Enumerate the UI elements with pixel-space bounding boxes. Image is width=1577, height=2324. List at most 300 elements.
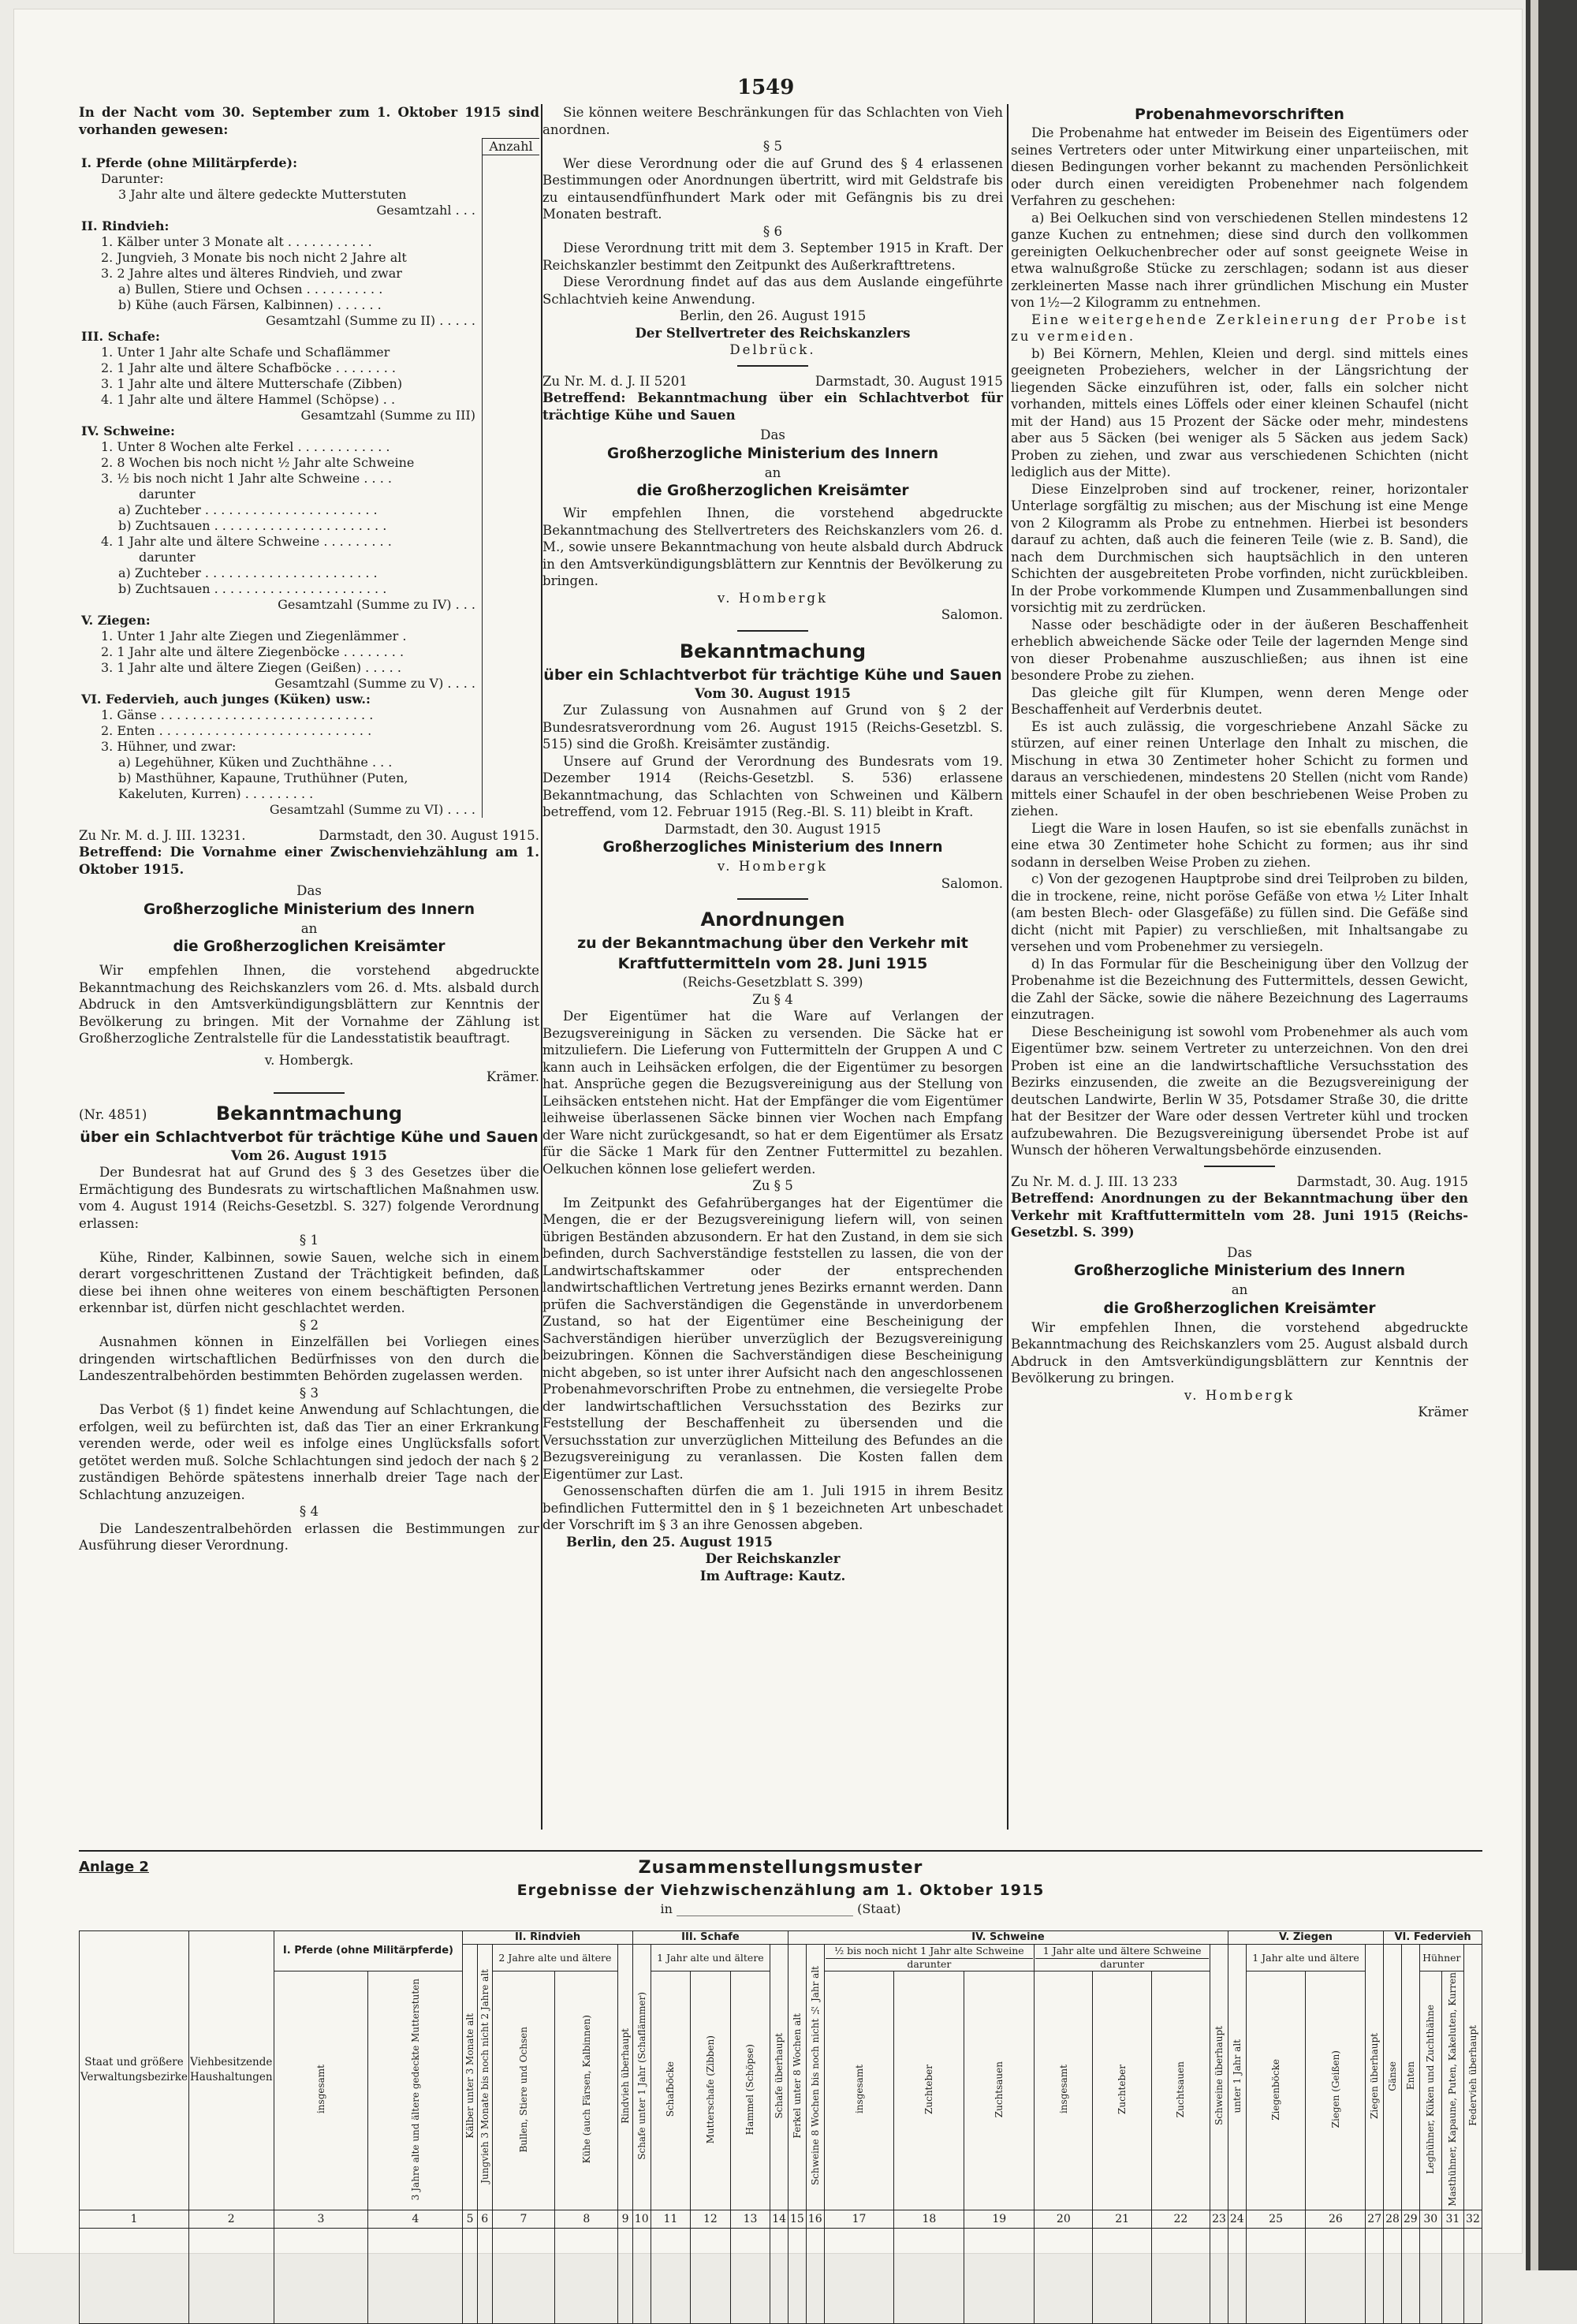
census-count-cell — [483, 329, 540, 345]
census-row — [79, 534, 539, 550]
census-count-cell — [483, 282, 540, 297]
table-cell — [188, 2228, 274, 2323]
subgroup-label: ½ bis noch nicht 1 Jahr alte Schweine — [834, 1945, 1024, 1957]
column-number: 4 — [368, 2210, 463, 2228]
census-row — [79, 707, 539, 723]
census-row — [79, 423, 539, 439]
table-header-cell: Masthühner, Kapaune, Puten, Kakeluten, Kurren — [1441, 1971, 1463, 2210]
body-paragraph: Im Zeitpunkt des Gefahrüberganges hat der Eigentümer die Mengen, die er der Bezugsvereinigung liefern will, von seinen übrigen Beständen abzusondern. Er hat den Zustand, in dem sie sich befinden, durch Sachverständige feststellen zu lassen, die von der Landwirtschaftskammer oder der entsprechenden landwirtschaftlichen Vertretung jenes Bezirks ernannt werden. Dann prüfen die Sachverständigen die Gegenstände in unverdorbenem Zustand, so hat der Eigentümer eine Bescheinigung der Sachverständigen hierüber unverzüglich der Bezugsvereinigung beizubringen. Können die Sachverständigen diese Bescheinigung nicht abgeben, so ist unter ihrer Aufsicht nach den angeschlossenen Probenahmevorschriften Probe zu entnehmen, die versiegelte Probe der landwirtschaftlichen Versuchsstation des Bezirks zur Feststellung der Beschaffenheit zu übersenden und die Versuchsstation zur unverzüglichen Mitteilung des Befundes an die Bezugsvereinigung zu veranlassen. Die Kosten fallen dem Eigentümer zur Last. — [542, 1195, 1003, 1482]
table-header-cell: insgesamt — [274, 1971, 368, 2210]
census-row-label: a) Legehühner, Küken und Zuchthähne . . . — [118, 754, 393, 770]
signature: Salomon. — [941, 607, 1003, 622]
page-number: 1549 — [737, 76, 795, 99]
table-header-cell: Ziegenböcke — [1246, 1971, 1306, 2210]
separator-rule — [274, 1092, 345, 1094]
table-cell — [463, 2228, 478, 2323]
table-group-header: VI. Federvieh — [1384, 1931, 1482, 1945]
body-paragraph: Diese Einzelproben sind auf trockener, reiner, horizontaler Unterlage sorgfältig zu mischen; aus der Mischung ist eine Menge von 2 Kilogramm als Probe zu entnehmen. Hierbei ist besonders darauf zu achten, daß auch die feineren Teile (wie z. B. Sand), die nach dem Durchmischen sich hauptsächlich in den unteren Schichten der ausgebreiteten Probe vorfinden, nicht zurückbleiben. In der Probe vorkommende Klumpen und Zusammenballungen sind vorsichtig mit zu zerdrücken. — [1011, 481, 1468, 615]
column-number: 17 — [824, 2210, 894, 2228]
census-row — [79, 676, 539, 692]
census-row — [79, 234, 539, 250]
signatory-title: Der Stellvertreter des Reichskanzlers — [635, 324, 911, 341]
column-number: 31 — [1441, 2210, 1463, 2228]
census-row-label: 3. 2 Jahre altes und älteres Rindvieh, und zwar — [101, 265, 402, 281]
table-cell — [555, 2228, 618, 2323]
table-group-header: II. Rindvieh — [463, 1931, 633, 1945]
table-header-cell: Hammel (Schöpse) — [730, 1971, 770, 2210]
body-paragraph: Ausnahmen können in Einzelfällen bei Vorliegen eines dringenden wirtschaftlichen Bedürfnisses von den durch die Landeszentralbehörden bestimmten Behörden zugelassen werden. — [79, 1334, 539, 1383]
table-cell — [824, 2228, 894, 2323]
an-line: an — [764, 464, 781, 480]
census-row — [79, 487, 539, 502]
census-count-cell — [483, 203, 540, 218]
census-row-label: darunter — [139, 486, 196, 502]
table-cell — [806, 2228, 824, 2323]
census-row-label: 3. ½ bis noch nicht 1 Jahr alte Schweine . . . . — [101, 470, 392, 486]
census-row-label: II. Rindvieh: — [81, 218, 170, 233]
ministry-heading: Großherzogliche Ministerium des Innern — [606, 445, 939, 462]
signature: Im Auftrage: Kautz. — [699, 1567, 846, 1584]
annex-heading — [79, 1856, 1482, 1918]
column-number: 9 — [618, 2210, 633, 2228]
table-subgroup-header — [1035, 1945, 1210, 1971]
body-paragraph: Wir empfehlen Ihnen, die vorstehend abgedruckte Bekanntmachung des Reichskanzlers vom 26. d. Mts. alsbald durch Abdruck in den Amtsverkündigungsblättern zur Kenntnis der Bevölkerung zu bringen. Mit der Vornahme der Zählung ist Großherzogliche Zentralstelle für die Landesstatistik beauftragt. — [79, 963, 539, 1046]
census-row — [79, 581, 539, 597]
table-group-header: I. Pferde (ohne Militärpferde) — [274, 1931, 463, 1971]
census-count-cell — [483, 171, 540, 187]
census-count-cell — [483, 802, 540, 818]
column-number: 7 — [492, 2210, 555, 2228]
signature: Salomon. — [941, 875, 1003, 891]
body-paragraph: Wer diese Verordnung oder die auf Grund des § 4 erlassenen Bestimmungen oder Anordnungen übertritt, wird mit Geldstrafe bis zu eintausendfünfhundert Mark oder mit Gefängnis bis zu drei Monaten bestraft. — [542, 155, 1003, 222]
body-paragraph: Zur Zulassung von Ausnahmen auf Grund von § 2 der Bundesratsverordnung vom 26. August 1915 (Reichs-Gesetzbl. S. 515) sind die Großh. Kreisämter zuständig. — [542, 703, 1003, 752]
reference-number: Zu Nr. M. d. J. II 5201 — [542, 373, 688, 389]
an-line: an — [300, 920, 318, 936]
census-row — [79, 329, 539, 345]
census-row — [79, 282, 539, 297]
table-cell — [492, 2228, 555, 2323]
census-count-cell — [483, 597, 540, 613]
census-count-cell — [483, 518, 540, 534]
census-row — [79, 597, 539, 613]
table-header-cell: Kühe (auch Färsen, Kalbinnen) — [555, 1971, 618, 2210]
scan-edge-strip — [1530, 0, 1538, 2270]
place-date: Berlin, den 26. August 1915 — [679, 308, 867, 323]
column-number: 13 — [730, 2210, 770, 2228]
column-number: 24 — [1228, 2210, 1246, 2228]
table-cell — [1035, 2228, 1093, 2323]
column-number: 27 — [1366, 2210, 1384, 2228]
table-subgroup-header — [824, 1945, 1035, 1971]
signature: Krämer. — [486, 1069, 539, 1084]
annex-state-line: in ____________________________ (Staat) — [660, 1901, 901, 1916]
reference-line — [1011, 1173, 1468, 1191]
census-row — [79, 203, 539, 218]
table-header-cell: Rindvieh überhaupt — [618, 1945, 633, 2210]
census-row — [79, 250, 539, 266]
table-header-cell: Enten — [1401, 1945, 1419, 2210]
census-count-cell — [483, 423, 540, 439]
census-count-cell — [483, 345, 540, 360]
table-header-cell: insgesamt — [1035, 1971, 1093, 2210]
signature: v. Hombergk. — [264, 1052, 354, 1068]
census-count-cell — [483, 376, 540, 392]
census-count-cell — [483, 644, 540, 660]
census-row-label: V. Ziegen: — [81, 612, 151, 628]
column-number: 8 — [555, 2210, 618, 2228]
table-subgroup-header: 1 Jahr alte und ältere — [1246, 1945, 1366, 1971]
census-row — [79, 644, 539, 660]
das-line: Das — [760, 427, 785, 442]
signature: Delbrück. — [729, 342, 816, 357]
body-paragraph: a) Bei Oelkuchen sind von verschiedenen Stellen mindestens 12 ganze Kuchen zu entnehmen; diese sind durch den vollkommen gereinigten Oelkuchenbrecher oder auf sonst geeignete Weise in etwa walnußgroße Stücke zu zerschlagen; sodann ist aus dieser zerkleinerten Masse nach ihrer gründlichen Mischung ein Muster von 1½—2 Kilogramm zu entnehmen. — [1011, 210, 1468, 310]
table-header-cell: Ziegen überhaupt — [1366, 1945, 1384, 2210]
census-count-cell — [483, 534, 540, 550]
column-number: 29 — [1401, 2210, 1419, 2228]
census-row — [79, 660, 539, 676]
column-number: 5 — [463, 2210, 478, 2228]
census-row — [79, 408, 539, 423]
sampling-title: Probenahmevorschriften — [1135, 106, 1344, 123]
column-number: 11 — [651, 2210, 691, 2228]
place-date: Darmstadt, den 30. August 1915 — [664, 821, 882, 837]
table-header-cell: Schafböcke — [651, 1971, 691, 2210]
body-paragraph: Kühe, Rinder, Kalbinnen, sowie Sauen, welche sich in einem derart vorgeschrittenen Zustand der Trächtigkeit befinden, daß diese bei ihnen ohne weiteres von einem beschäftigten Personen erkennbar ist, dürfen nicht geschlachtet werden. — [79, 1249, 539, 1315]
table-header-cell: Leghühner, Küken und Zuchthähne — [1419, 1971, 1441, 2210]
census-count-cell — [483, 723, 540, 739]
census-row — [79, 518, 539, 534]
table-cell — [1401, 2228, 1419, 2323]
body-paragraph: Der Eigentümer hat die Ware auf Verlangen der Bezugsvereinigung in Säcken zu versenden. Die Säcke hat er mitzuliefern. Die Lieferung von Futtermitteln der Gruppen A und C kann auch in Leihsäcken erfolgen, die der Eigentümer zu besorgen hat. Ansprüche gegen die Bezugsvereinigung aus der Stellung von Leihsäcken entstehen nicht. Hat der Empfänger die vom Eigentümer leihweise überlassenen Säcke binnen vier Wochen nach Empfang der Ware nicht zurückgesandt, so hat er dem Eigentümer als Ersatz für die Säcke 1 Mark für den Zentner Futtermittel zu bezahlen. Oelkuchen können lose geliefert werden. — [542, 1009, 1003, 1177]
census-row — [79, 550, 539, 565]
column-3 — [1011, 104, 1468, 1421]
table-header-cell: Ziegen (Geißen) — [1306, 1971, 1366, 2210]
ministry-heading: Großherzogliche Ministerium des Innern — [143, 901, 475, 918]
table-cell — [1419, 2228, 1441, 2323]
das-line: Das — [1227, 1244, 1252, 1260]
table-header-cell: Mutterschafe (Zibben) — [691, 1971, 731, 2210]
census-count-cell — [483, 360, 540, 376]
notice-date: Vom 30. August 1915 — [695, 685, 851, 701]
body-paragraph: Der Bundesrat hat auf Grund des § 3 des Gesetzes über die Ermächtigung des Bundesrats zu wirtschaftlichen Maßnahmen usw. vom 4. August 1914 (Reichs-Gesetzbl. S. 327) folgende Verordnung erlassen: — [79, 1165, 539, 1231]
notice-title: Bekanntmachung — [679, 640, 867, 662]
census-row-label: Gesamtzahl . . . — [376, 202, 475, 218]
paragraph-sign: § 6 — [762, 223, 783, 239]
census-count-cell — [483, 471, 540, 487]
column-number: 18 — [894, 2210, 964, 2228]
body-paragraph: Es ist auch zulässig, die vorgeschriebene Anzahl Säcke zu stürzen, auf einer reinen Unterlage den Inhalt zu mischen, die Mischung in etwa 30 Zentimeter hoher Schicht zu formen und daraus an verschiedenen, mindestens 20 Stellen (nicht vom Rande) mittels einer Schaufel in der oben beschriebenen Weise Proben zu ziehen. — [1011, 718, 1468, 819]
table-header-cell: Bullen, Stiere und Ochsen — [492, 1971, 555, 2210]
signature: Krämer — [1418, 1404, 1468, 1419]
notice-number: (Nr. 4851) — [79, 1106, 147, 1122]
census-count-cell — [483, 187, 540, 203]
table-cell — [1151, 2228, 1210, 2323]
separator-rule — [737, 898, 808, 900]
census-count-cell — [483, 439, 540, 455]
table-cell — [1246, 2228, 1306, 2323]
column-number: 3 — [274, 2210, 368, 2228]
census-list — [79, 138, 539, 818]
census-col-head: Anzahl — [483, 139, 540, 155]
census-row — [79, 313, 539, 329]
table-header-cell: Viehbesitzende Haushaltungen — [188, 1931, 274, 2210]
table-cell — [632, 2228, 651, 2323]
census-row-label: 2. 1 Jahr alte und ältere Schafböcke . . . . . . . . — [101, 360, 397, 375]
table-header-cell: 3 Jahre alte und ältere gedeckte Mutterstuten — [368, 1971, 463, 2210]
body-paragraph: Eine weitergehende Zerkleinerung der Probe ist zu vermeiden. — [1011, 311, 1468, 344]
census-row — [79, 376, 539, 392]
body-paragraph: Diese Bescheinigung ist sowohl vom Probenehmer als auch vom Eigentümer bzw. seinem Vertreter zu unterzeichnen. Von den drei Proben ist eine an die landwirtschaftliche Versuchsstation des Bezirks einzusenden, die zweite an die Bezugsvereinigung der deutschen Landwirte, Berlin W 35, Potsdamer Straße 30, die dritte hat der Besitzer der Ware oder dessen Vertreter kühl und trocken aufzubewahren. Die Bezugsvereinigung übersendet Probe ist auf Wunsch der höheren Verwaltungsbehörde einzusenden. — [1011, 1024, 1468, 1158]
order-subtitle: zu der Bekanntmachung über den Verkehr mit Kraftfuttermitteln vom 28. Juni 1915 — [577, 934, 968, 972]
census-row — [79, 187, 539, 203]
subject-line: Betreffend: Anordnungen zu der Bekanntmachung über den Verkehr mit Kraftfuttermitteln vom 28. Juni 1915 (Reichs-Gesetzbl. S. 399) — [1011, 1190, 1468, 1240]
census-count-cell — [483, 676, 540, 692]
paragraph-sign: § 1 — [299, 1233, 319, 1248]
column-number: 10 — [632, 2210, 651, 2228]
table-header-cell: Zuchteber — [894, 1971, 964, 2210]
subject-line: Betreffend: Die Vornahme einer Zwischenviehzählung am 1. Oktober 1915. — [79, 844, 539, 877]
body-paragraph: Das Verbot (§ 1) findet keine Anwendung auf Schlachtungen, die erfolgen, weil zu befürchten ist, daß das Tier an einer Erkrankung verenden werde, oder weil es infolge eines Unglücksfalls sofort getötet werden muß. Solche Schlachtungen sind jedoch der nach § 2 zuständigen Behörde spätestens innerhalb dreier Tage nach der Schlachtung anzuzeigen. — [79, 1402, 539, 1502]
census-row-label: darunter — [139, 549, 196, 565]
table-cell — [964, 2228, 1035, 2323]
notice-subtitle: über ein Schlachtverbot für trächtige Kühe und Sauen — [543, 666, 1002, 684]
annex-subtitle: Ergebnisse der Viehzwischenzählung am 1. Oktober 1915 — [516, 1882, 1045, 1899]
reference-number: Zu Nr. M. d. J. III. 13231. — [79, 827, 246, 843]
census-row — [79, 739, 539, 755]
census-row — [79, 266, 539, 282]
column-number: 28 — [1384, 2210, 1402, 2228]
body-paragraph: Diese Verordnung findet auf das aus dem Auslande eingeführte Schlachtvieh keine Anwendung. — [542, 274, 1003, 307]
column-1 — [79, 104, 539, 1554]
census-row-label: 4. 1 Jahr alte und ältere Schweine . . . . . . . . . — [101, 533, 392, 549]
body-paragraph: Genossenschaften dürfen die am 1. Juli 1915 in ihrem Besitz befindlichen Futtermittel den in § 1 bezeichneten Art unbeschadet der Vorschrift im § 3 an ihre Genossen abgeben. — [542, 1483, 1003, 1532]
census-count-cell — [483, 155, 540, 171]
census-header-row — [79, 139, 539, 155]
census-row-label: 1. Gänse . . . . . . . . . . . . . . . . . . . . . . . . . . . — [101, 707, 374, 722]
table-cell — [618, 2228, 633, 2323]
census-count-cell — [483, 408, 540, 423]
table-cell — [1366, 2228, 1384, 2323]
body-paragraph: Das gleiche gilt für Klumpen, wenn deren Menge oder Beschaffenheit auf Verderbnis deutet. — [1011, 685, 1468, 717]
notice-date: Vom 26. August 1915 — [231, 1147, 387, 1163]
census-row-label: Gesamtzahl (Summe zu II) . . . . . — [265, 312, 475, 328]
census-row — [79, 218, 539, 234]
census-row — [79, 692, 539, 707]
recipient-heading: die Großherzoglichen Kreisämter — [173, 938, 446, 955]
body-paragraph: Sie können weitere Beschränkungen für das Schlachten von Vieh anordnen. — [542, 105, 1003, 137]
table-cell — [1210, 2228, 1228, 2323]
census-count-cell — [483, 739, 540, 755]
census-row-label: 3 Jahr alte und ältere gedeckte Mutterstuten — [118, 186, 407, 202]
table-header-cell: Jungvieh 3 Monate bis noch nicht 2 Jahre alt — [477, 1945, 492, 2210]
table-header-cell: Schweine 8 Wochen bis noch nicht ½ Jahr alt — [806, 1945, 824, 2210]
table-header-cell: Ferkel unter 8 Wochen alt — [788, 1945, 807, 2210]
census-row — [79, 345, 539, 360]
table-cell — [1441, 2228, 1463, 2323]
column-number: 2 — [188, 2210, 274, 2228]
paragraph-sign: Zu § 4 — [752, 991, 793, 1007]
census-row-label: a) Zuchteber . . . . . . . . . . . . . . . . . . . . . . — [118, 502, 378, 517]
census-count-cell — [483, 613, 540, 629]
reference-date: Darmstadt, 30. Aug. 1915 — [1296, 1173, 1468, 1189]
subgroup-label: 1 Jahr alte und ältere Schweine — [1042, 1945, 1202, 1957]
signature: v. Hombergk — [717, 590, 829, 606]
census-row-label: 1. Unter 8 Wochen alte Ferkel . . . . . . . . . . . . — [101, 438, 390, 454]
table-subgroup-header: 2 Jahre alte und ältere — [492, 1945, 618, 1971]
body-paragraph: d) In das Formular für die Bescheinigung über den Vollzug der Probenahme ist die Bezeichnung des Futtermittels, dessen Gewicht, die Zahl der Säcke, sowie die nähere Bezeichnung des Lagerraums einzutragen. — [1011, 956, 1468, 1022]
census-row-label: 1. Kälber unter 3 Monate alt . . . . . . . . . . . — [101, 233, 372, 249]
census-row-label: b) Zuchtsauen . . . . . . . . . . . . . . . . . . . . . . — [118, 517, 387, 533]
table-cell — [1384, 2228, 1402, 2323]
census-row-label: 3. Hühner, und zwar: — [101, 738, 237, 754]
census-count-cell — [483, 313, 540, 329]
census-row-label: Gesamtzahl (Summe zu VI) . . . . — [269, 801, 475, 817]
ministry-heading: Großherzogliche Ministerium des Innern — [1073, 1263, 1406, 1279]
paragraph-sign: § 2 — [299, 1317, 319, 1333]
census-row-label: I. Pferde (ohne Militärpferde): — [81, 155, 297, 170]
body-paragraph: Nasse oder beschädigte oder in der äußeren Beschaffenheit erheblich abweichende Säcke oder Teile der lagernden Menge sind von dieser Probenahme auszuschließen; aus ihnen ist eine besondere Probe zu ziehen. — [1011, 617, 1468, 683]
signature: v. Hombergk — [717, 859, 829, 874]
table-cell — [691, 2228, 731, 2323]
table-row — [80, 2228, 1482, 2323]
column-number: 23 — [1210, 2210, 1228, 2228]
column-number: 16 — [806, 2210, 824, 2228]
census-count-cell — [483, 770, 540, 802]
body-paragraph: Die Landeszentralbehörden erlassen die Bestimmungen zur Ausführung dieser Verordnung. — [79, 1520, 539, 1553]
separator-rule — [1204, 1166, 1275, 1167]
census-row — [79, 755, 539, 770]
table-cell — [477, 2228, 492, 2323]
census-count-cell — [483, 550, 540, 565]
body-paragraph: Die Probenahme hat entweder im Beisein des Eigentümers oder seines Vertreters oder unter Mitwirkung einer unparteiischen, mit diesen Bedingungen vorher bekannt zu machenden Persönlichkeit oder durch einen vereidigten Probenehmer nach folgendem Verfahren zu geschehen: — [1011, 125, 1468, 208]
table-header-cell: Kälber unter 3 Monate alt — [463, 1945, 478, 2210]
notice-title: Bekanntmachung — [215, 1102, 403, 1125]
column-number: 26 — [1306, 2210, 1366, 2228]
paragraph-sign: § 5 — [762, 139, 783, 154]
census-count-cell — [483, 755, 540, 770]
census-row — [79, 360, 539, 376]
census-row — [79, 629, 539, 644]
census-row-label: 1. Unter 1 Jahr alte Ziegen und Ziegenlämmer . — [101, 628, 407, 643]
column-2 — [542, 104, 1003, 1584]
table-header-cell: unter 1 Jahr alt — [1228, 1945, 1246, 2210]
census-row — [79, 155, 539, 171]
ministry-heading: Großherzogliches Ministerium des Innern — [602, 839, 943, 856]
body-paragraph: b) Bei Körnern, Mehlen, Kleien und dergl. sind mittels eines geeigneten Probeziehers, welcher in der Längsrichtung der liegenden Säcke einzuführen ist, oder, falls ein solcher nicht vorhanden, mittels eines Löffels oder einer kleinen Schaufel (nicht mit der Hand) aus 15 Prozent der Säcke oder mehr, mindestens aber aus 5 Säcken (bei weniger als 5 Säcken aus jedem Sack) Proben zu ziehen, und zwar aus verschiedenen Schichten (nicht lediglich aus der Mitte). — [1011, 345, 1468, 479]
an-line: an — [1231, 1282, 1248, 1297]
column-number: 22 — [1151, 2210, 1210, 2228]
census-row — [79, 171, 539, 187]
column-number: 32 — [1463, 2210, 1482, 2228]
order-title: Anordnungen — [700, 908, 845, 931]
table-cell — [894, 2228, 964, 2323]
census-row-label: b) Masthühner, Kapaune, Truthühner (Puten, Kakeluten, Kurren) . . . . . . . . . — [118, 770, 408, 801]
recipient-heading: die Großherzoglichen Kreisämter — [636, 483, 909, 499]
census-row — [79, 770, 539, 802]
order-reference: (Reichs-Gesetzblatt S. 399) — [682, 975, 863, 990]
body-paragraph: Unsere auf Grund der Verordnung des Bundesrats vom 19. Dezember 1914 (Reichs-Gesetzbl. S. 536) erlassene Bekanntmachung, das Schlachten von Schweinen und Kälbern betreffend, vom 12. Februar 1915 (Reg.-Bl. S. 11) bleibt in Kraft. — [542, 753, 1003, 819]
census-row — [79, 565, 539, 581]
column-number: 12 — [691, 2210, 731, 2228]
recipient-heading: die Großherzoglichen Kreisämter — [1103, 1300, 1376, 1317]
column-number: 19 — [964, 2210, 1035, 2228]
table-header-cell: Schafe überhaupt — [770, 1945, 788, 2210]
column-number: 25 — [1246, 2210, 1306, 2228]
census-row-label: 3. 1 Jahr alte und ältere Ziegen (Geißen) . . . . . — [101, 659, 401, 675]
table-header-cell: Schafe unter 1 Jahr (Schaflämmer) — [632, 1945, 651, 2210]
subgroup-darunter: darunter — [1035, 1958, 1209, 1970]
census-count-cell — [483, 266, 540, 282]
table-subgroup-header: 1 Jahr alte und ältere — [651, 1945, 770, 1971]
census-row-label: a) Zuchteber . . . . . . . . . . . . . . . . . . . . . . — [118, 565, 378, 580]
census-row-label: III. Schafe: — [81, 328, 160, 344]
census-row — [79, 802, 539, 818]
reference-line — [79, 827, 539, 845]
body-paragraph: Wir empfehlen Ihnen, die vorstehend abgedruckte Bekanntmachung des Stellvertreters des Reichskanzlers vom 26. d. M., sowie unsere Bekanntmachung von heute alsbald durch Abdruck in den Amtsverkündigungsblättern zur Kenntnis der Bevölkerung zu bringen. — [542, 505, 1003, 588]
table-cell — [1093, 2228, 1151, 2323]
census-row-label: Gesamtzahl (Summe zu V) . . . . — [274, 675, 475, 691]
table-header-cell: Staat und größere Verwaltungsbezirke — [80, 1931, 189, 2210]
census-count-cell — [483, 218, 540, 234]
column-number: 15 — [788, 2210, 807, 2228]
census-count-cell — [483, 660, 540, 676]
census-row-label: Gesamtzahl (Summe zu IV) . . . — [278, 596, 475, 612]
census-row — [79, 502, 539, 518]
table-group-header: III. Schafe — [632, 1931, 788, 1945]
annex-label: Anlage 2 — [79, 1859, 149, 1875]
census-count-cell — [483, 502, 540, 518]
paragraph-sign: Zu § 5 — [752, 1178, 793, 1193]
column-number: 14 — [770, 2210, 788, 2228]
body-paragraph: Wir empfehlen Ihnen, die vorstehend abgedruckte Bekanntmachung des Reichskanzlers vom 25. August alsbald durch Abdruck in den Amtsverkündigungsblättern zur Kenntnis der Bevölkerung zu bringen. — [1011, 1319, 1468, 1386]
reference-date: Darmstadt, 30. August 1915 — [815, 373, 1003, 389]
census-row-label: 2. 8 Wochen bis noch nicht ½ Jahr alte Schweine — [101, 454, 415, 470]
census-row-label: IV. Schweine: — [81, 423, 175, 438]
table-cell — [1228, 2228, 1246, 2323]
horizontal-rule — [79, 1850, 1482, 1852]
reference-number: Zu Nr. M. d. J. III. 13 233 — [1011, 1173, 1178, 1189]
annex-title: Zusammenstellungsmuster — [638, 1858, 923, 1878]
table-subgroup-header: Hühner — [1419, 1945, 1463, 1971]
table-header-cell: Zuchtsauen — [1151, 1971, 1210, 2210]
body-paragraph: Diese Verordnung tritt mit dem 3. September 1915 in Kraft. Der Reichskanzler bestimmt den Zeitpunkt des Außerkrafttretens. — [542, 241, 1003, 273]
census-row-label: b) Kühe (auch Färsen, Kalbinnen) . . . . . . — [118, 297, 382, 312]
census-row-label: 4. 1 Jahr alte und ältere Hammel (Schöpse) . . — [101, 391, 396, 407]
census-count-cell — [483, 629, 540, 644]
column-number: 21 — [1093, 2210, 1151, 2228]
place-date: Berlin, den 25. August 1915 — [566, 1533, 773, 1550]
reference-date: Darmstadt, den 30. August 1915. — [319, 827, 539, 843]
table-cell — [274, 2228, 368, 2323]
table-header-cell: insgesamt — [824, 1971, 894, 2210]
census-count-cell — [483, 250, 540, 266]
census-row — [79, 471, 539, 487]
table-header-cell: Federvieh überhaupt — [1463, 1945, 1482, 2210]
table-cell — [1463, 2228, 1482, 2323]
table-header-cell: Schweine überhaupt — [1210, 1945, 1228, 2210]
column-number: 1 — [80, 2210, 189, 2228]
census-row — [79, 392, 539, 408]
separator-rule — [737, 630, 808, 632]
census-row-label: Darunter: — [101, 170, 164, 186]
subject-line: Betreffend: Bekanntmachung über ein Schlachtverbot für trächtige Kühe und Sauen — [542, 390, 1003, 423]
column-number: 30 — [1419, 2210, 1441, 2228]
paragraph-sign: § 4 — [299, 1504, 319, 1519]
census-row-label: b) Zuchtsauen . . . . . . . . . . . . . . . . . . . . . . — [118, 580, 387, 596]
body-paragraph: Liegt die Ware in losen Haufen, so ist sie ebenfalls zunächst in eine etwa 30 Zentimeter hohe Schicht zu formen; aus ihr sind sodann in derselben Weise Proben zu ziehen. — [1011, 820, 1468, 870]
census-count-cell — [483, 692, 540, 707]
table-header-row-1 — [80, 1931, 1482, 1945]
